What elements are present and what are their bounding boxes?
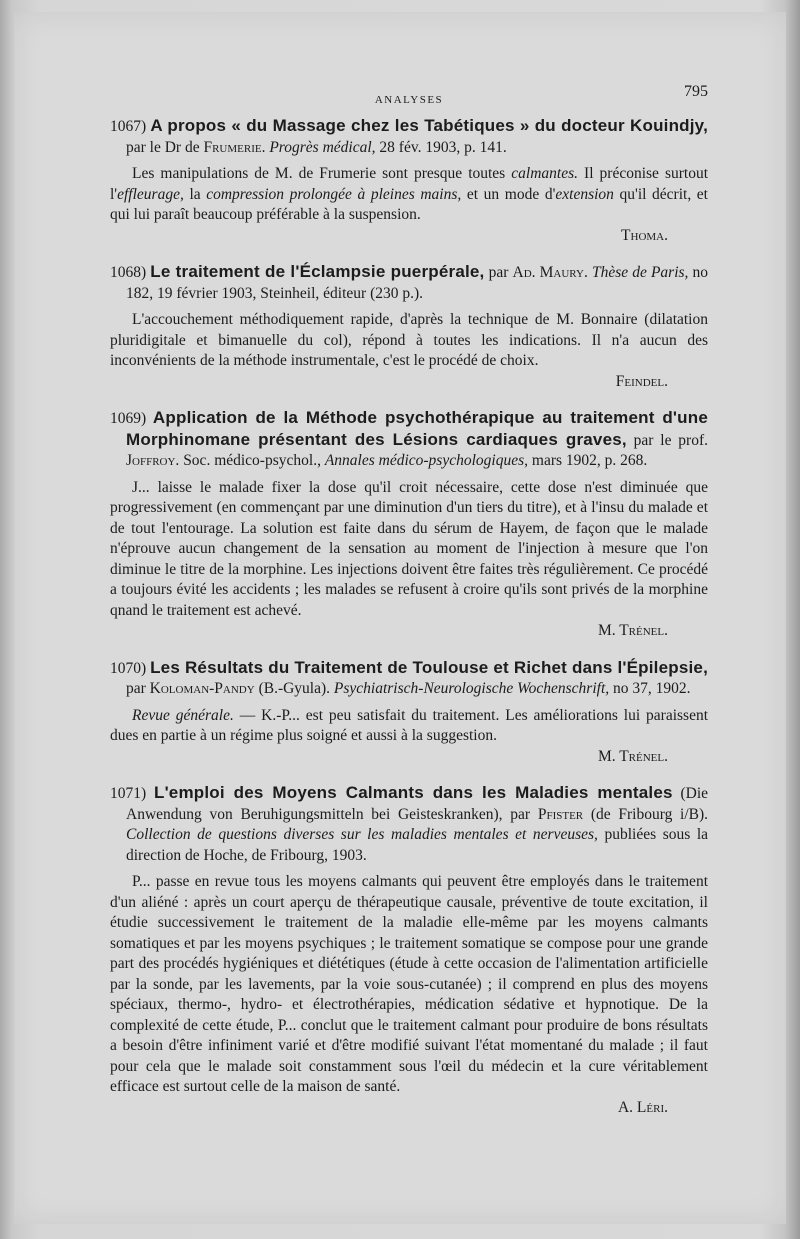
entry-source: Annales médico-psychologiques,: [324, 452, 529, 469]
entry-title: L'emploi des Moyens Calmants dans les Maladies mentales: [153, 783, 673, 802]
author-prefix: par: [510, 805, 531, 823]
entry-source: Thèse de Paris,: [591, 264, 689, 281]
page-number: 795: [684, 83, 708, 100]
entry-signature: M. Trénel.: [597, 622, 668, 639]
body-text: Les manipulations de M. de Frumerie sont presque toutes: [132, 165, 506, 182]
entry-author: Joffroy.: [126, 452, 180, 469]
author-prefix: par le prof.: [633, 431, 709, 449]
entry-details: publiées sous la direction de Hoche, de Fribourg, 1903.: [126, 826, 709, 864]
entry-number: 1068): [110, 264, 147, 281]
entry-title: Les Résultats du Traitement de Toulouse et Richet dans l'Épilepsie,: [150, 657, 708, 677]
entry-1069: [110, 408, 708, 642]
entry-1068: [110, 262, 708, 392]
entry-title: Le traitement de l'Éclampsie puerpérale,: [150, 262, 485, 281]
author-prefix: par: [488, 264, 509, 281]
entry-1070: [110, 658, 708, 768]
entry-body: P... passe en revue tous les moyens calmants qui peuvent être employés dans le traitement d'un aliéné : après un court aperçu de thérapeutique causale, préventive de toute excitation, il étudie successivement le traitement de la maladie elle-même par les moyens calmants somatiques et par les moyens psychiques ; le traitement somatique se compose pour une grande part des procédés hygiéniques et diététiques (étude à cette occasion de l'alimentation artificielle par la sonde, par les lavements, par la voie sous-cutanée) ; il comprend en plus des moyens spéciaux, thermo-, hydro- et électrothérapies, médication sédative et hypnotique. De la complexité de cette étude, P... conclut que le traitement calmant pour produire de bons résultats a besoin d'être infiniment varié et d'être modifié suivant l'état momentané du malade ; il faut pour cela que le malade soit constamment sous l'œil du médecin et la cure véritablement efficace est surtout celle de la maison de santé.: [110, 873, 708, 1095]
entry-heading: [110, 408, 708, 472]
entry-author: Koloman-Pandy: [149, 680, 255, 697]
entry-title: A propos « du Massage chez les Tabétiques » du docteur Kouindjy,: [150, 116, 708, 135]
body-text: Il préconise surtout l': [110, 165, 708, 203]
entry-details: no 182, 19 février 1903, Steinheil, éditeur (230 p.).: [126, 264, 709, 302]
page-content: [110, 82, 708, 1118]
entry-heading: [110, 116, 708, 158]
entry-details: no 37, 1902.: [613, 680, 691, 697]
entry-source: Psychiatrisch-Neurologische Wochenschrift,: [333, 680, 610, 697]
entry-number: 1069): [110, 410, 147, 427]
entry-heading: [110, 783, 708, 866]
entry-1071: [110, 783, 708, 1118]
entry-body: [110, 164, 708, 226]
entry-signature: Thoma.: [621, 226, 668, 244]
entry-body: J... laisse le malade fixer la dose qu'il croit nécessaire, cette dose n'est diminuée que progressivement (en commençant par une diminution d'un tiers du titre), et à l'insu du malade et de tout l'entourage. La solution est faite dans du sérum de Hayem, de façon que le malade n'éprouve aucun changement de la sensation au moment de l'injection à mesure que l'on diminue le titre de la morphine. Les injections doivent être faites très régulièrement. Ce procédé a toujours évité les accidents ; les malades se refusent à croire qu'ils sont privés de la morphine qnand le traitement est achevé.: [110, 478, 708, 619]
body-emphasis: effleurage,: [117, 185, 184, 203]
body-text: qu'il décrit, et qui lui paraît beaucoup préférable à la suspension.: [110, 185, 708, 223]
entry-author: Ad. Maury.: [512, 264, 588, 281]
author-suffix: (de Fribourg i/B).: [590, 805, 709, 823]
entry-author: Frumerie.: [203, 138, 266, 156]
entry-heading: [110, 262, 708, 304]
entry-body: L'accouchement méthodiquement rapide, d'après la technique de M. Bonnaire (dilatation pluridigitale et bimanuelle du col), répond à toutes les indications. Il n'a aucun des inconvénients de la méthode instrumentale, c'est le procédé de choix.: [110, 311, 708, 369]
entry-details: 28 fév. 1903, p. 141.: [379, 138, 507, 156]
entry-heading: [110, 658, 708, 700]
running-head: [110, 82, 708, 108]
entry-number: 1067): [110, 118, 147, 135]
body-emphasis: compression prolongée à pleines mains,: [206, 185, 462, 203]
entry-details: mars 1902, p. 268.: [531, 452, 648, 469]
author-suffix: (B.-Gyula).: [258, 680, 331, 697]
entry-title: Application de la Méthode psychothérapique au traitement d'une Morphinomane présentant des Lésions cardiaques graves,: [126, 408, 709, 449]
book-page: [14, 12, 786, 1224]
entry-author: Pfister: [537, 805, 584, 823]
entry-signature: A. Léri.: [617, 1098, 668, 1116]
body-text: — K.-P... est peu satisfait du traitement. Les améliorations lui paraissent dues en partie à un régime plus soigné et aussi à la suggestion.: [110, 706, 709, 744]
body-text: et un mode d': [466, 185, 556, 203]
entry-source: Collection de questions diverses sur les maladies mentales et nerveuses,: [126, 826, 598, 843]
entry-1067: [110, 116, 708, 246]
entry-german-title: (Die Anwendung von Beruhigungsmitteln bei Geisteskranken),: [126, 785, 709, 823]
entry-body: [110, 706, 708, 747]
entry-number: 1071): [110, 785, 147, 802]
body-emphasis: extension: [555, 185, 614, 203]
entry-source-prefix: Soc. médico-psychol.,: [183, 452, 321, 469]
body-emphasis: calmantes.: [511, 165, 578, 182]
entry-signature: Feindel.: [615, 372, 668, 390]
running-head-title: ANALYSES: [374, 94, 444, 106]
entry-signature: M. Trénel.: [597, 747, 668, 765]
entry-source: Progrès médical,: [269, 138, 376, 156]
entry-number: 1070): [110, 659, 147, 677]
body-lead: Revue générale.: [132, 706, 234, 724]
author-prefix: par: [126, 680, 146, 697]
author-prefix: par le Dr de: [126, 138, 200, 156]
body-text: la: [189, 185, 201, 203]
